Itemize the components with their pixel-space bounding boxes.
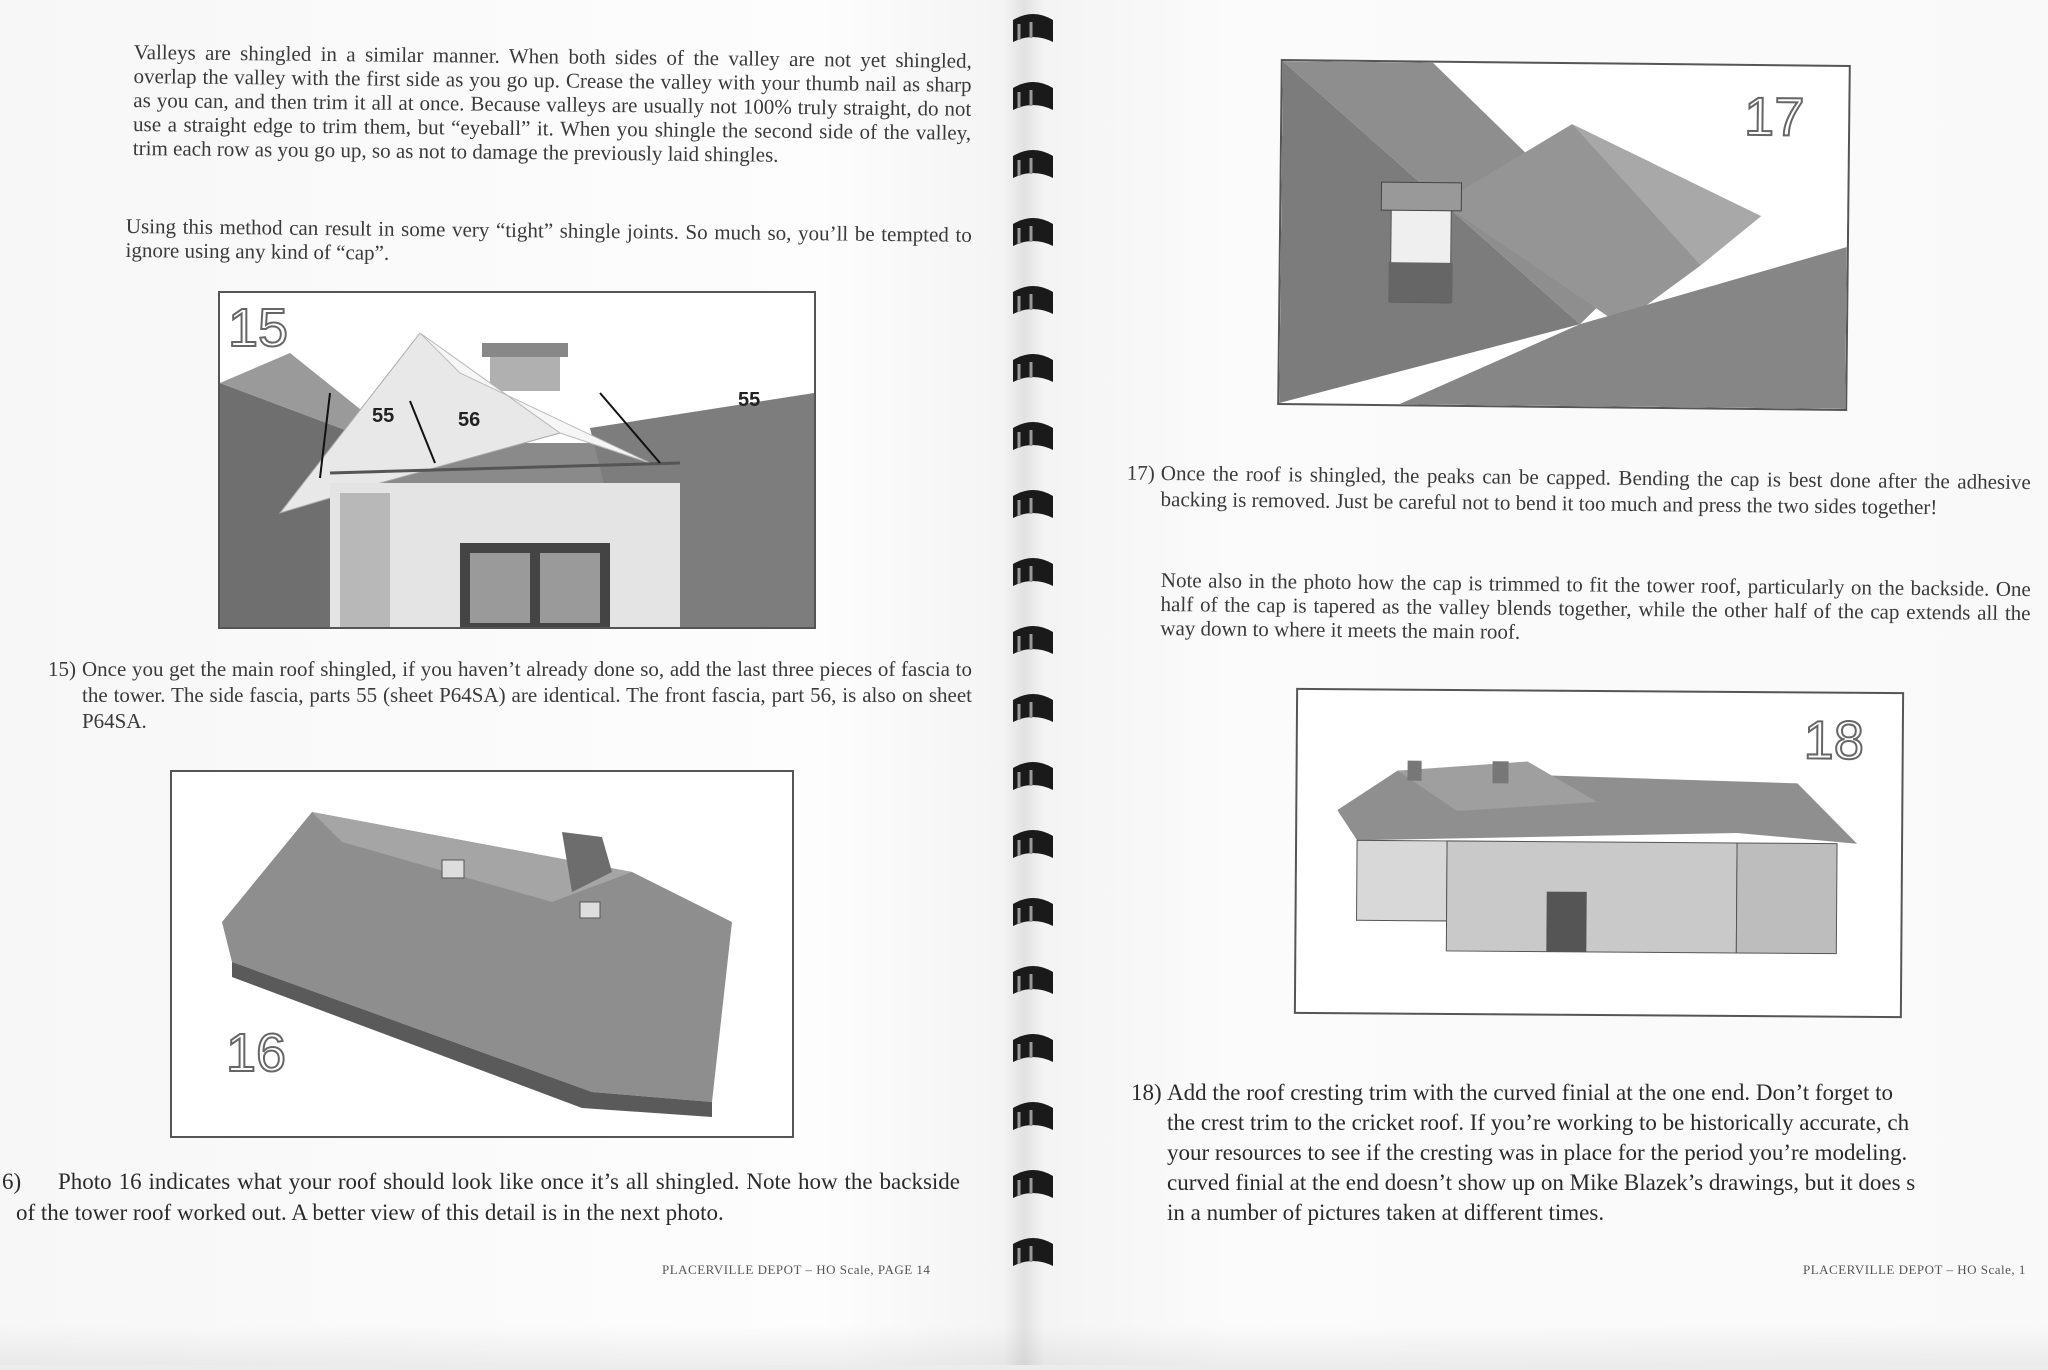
photo-15-number: 15 [228,298,289,358]
spiral-coil [1013,1102,1053,1130]
photo-15-callout-right: 55 [738,389,761,411]
step-18 [1131,1078,2047,1228]
photo-15 [218,291,816,629]
photo-15-callout-left: 55 [372,405,395,427]
spiral-coil [1013,150,1053,178]
spiral-coil [1013,286,1053,314]
step-16-text: Photo 16 indicates what your roof should look like once it’s all shingled. Note how the backside of the tower roof worked out. A better view of this detail is in the next photo. [16,1169,960,1225]
spiral-coil [1013,14,1053,42]
step-17-text: Once the roof is shingled, the peaks can be capped. Bending the cap is best done after the adhesive backing is removed. Just be careful not to bend it too much and press the two sides together! [1160,460,2031,520]
photo-15-callout-center: 56 [458,409,481,431]
spiral-coils [1003,0,1063,1365]
step-17 [1126,460,2031,521]
photo-16-number: 16 [226,1023,287,1083]
photo-15-image [220,293,814,627]
step-16 [2,1166,960,1228]
left-page-footer: PLACERVILLE DEPOT – HO Scale, PAGE 14 [662,1262,931,1277]
spiral-binding [1003,0,1063,1365]
spiral-coil [1013,422,1053,450]
intro-paragraph-valleys: Valleys are shingled in a similar manner. When both sides of the valley are not yet shingled, overlap the valley with the first side as you go up. Crease the valley with your thumb nail as sharp as you can, and then trim it all at once. Because valleys are usually not 100% truly straight, do not use a straight edge to trim them, but “eyeball” it. When you shingle the second side of the valley, trim each row as you go up, so as not to damage the previously laid shingles. [132,40,972,167]
step-15-text: Once you get the main roof shingled, if you haven’t already done so, add the last three pieces of fascia to the tower. The side fascia, parts 55 (sheet P64SA) are identical. The front fascia, part 56, is also on sheet P64SA. [82,657,972,733]
step-18-line-5: in a number of pictures taken at different times. [1167,1200,1605,1225]
spiral-coil [1013,966,1053,994]
left-page [0,0,1000,1365]
right-page-footer: PLACERVILLE DEPOT – HO Scale, 1 [1803,1262,2026,1277]
spiral-coil [1013,626,1053,654]
step-18-line-4: curved finial at the end doesn’t show up on Mike Blazek’s drawings, but it does s [1167,1170,1916,1195]
spiral-coil [1013,354,1053,382]
step-18-number: 18) [1131,1080,1162,1105]
spiral-coil [1013,694,1053,722]
step-15-number: 15) [48,657,76,681]
step-17-note: Note also in the photo how the cap is trimmed to fit the tower roof, particularly on the backside. One half of the cap is tapered as the valley blends together, while the other half of the cap extends all the way down to where it meets the main roof. [1160,568,2031,644]
photo-18-number: 18 [1803,710,1865,771]
spiral-coil [1013,830,1053,858]
step-18-line-2: the crest trim to the cricket roof. If you’re working to be historically accurate, ch [1167,1110,1910,1135]
step-15 [48,656,972,734]
spiral-coil [1013,762,1053,790]
spiral-coil [1013,558,1053,586]
right-page [1065,0,2048,1365]
spiral-coil [1013,82,1053,110]
step-18-line-1: Add the roof cresting trim with the curved finial at the one end. Don’t forget to [1167,1080,1894,1105]
step-18-line-3: your resources to see if the cresting was in place for the period you’re modeling. [1167,1140,1908,1165]
spiral-coil [1013,1034,1053,1062]
spiral-coil [1013,218,1053,246]
step-16-number: 6) [2,1169,22,1194]
spiral-coil [1013,1170,1053,1198]
photo-16 [170,770,794,1138]
photo-17 [1277,59,1851,411]
page-shadow [0,1325,2048,1365]
intro-paragraph-tight-joints: Using this method can result in some very “tight” shingle joints. So much so, you’ll be tempted to ignore using any kind of “cap”. [125,214,972,265]
spiral-coil [1013,490,1053,518]
step-17-number: 17) [1126,460,1155,485]
spiral-coil [1013,1238,1053,1266]
photo-18 [1294,688,1904,1018]
photo-17-number: 17 [1743,86,1805,148]
spiral-coil [1013,898,1053,926]
